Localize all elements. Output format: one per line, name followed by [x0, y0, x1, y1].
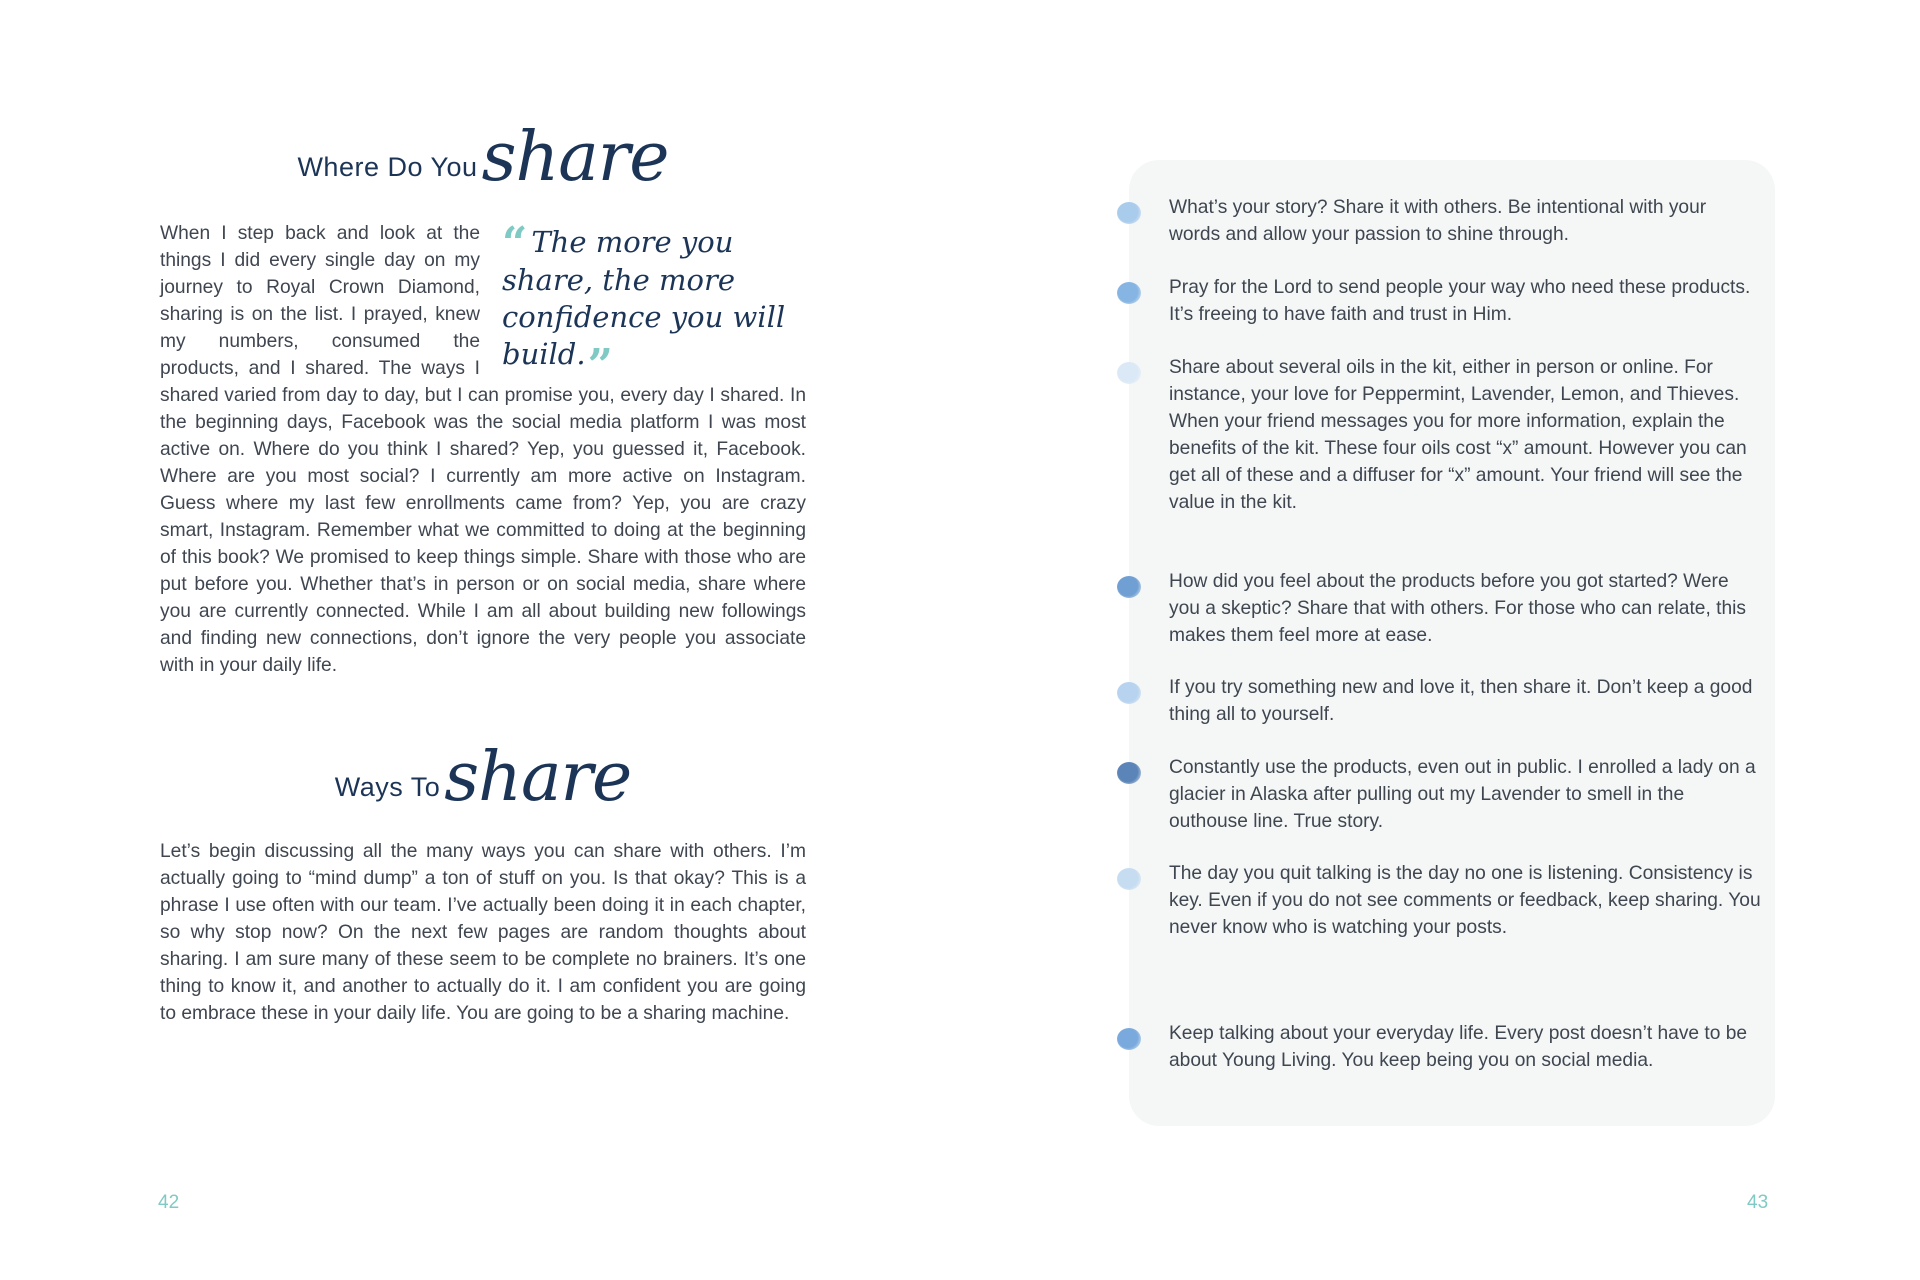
pull-quote: [502, 218, 812, 391]
heading-plain-text: Ways To: [334, 772, 441, 802]
intro-paragraph-text: When I step back and look at the things I did every single day on my journey to Royal Crown Diamond, sharing is on the list. I prayed, knew my numbers, consumed the products, and I shared. The ways I shared varied from day to day, but I can promise you, every day I shared. In the beginning days, Facebook was the social media platform I was most active on. Where do you think I shared? Yep, you guessed it, Facebook. Where are you most social? I currently am more active on Instagram. Guess where my last few enrollments came from? Yep, you are crazy smart, Instagram. Remember what we committed to doing at the beginning of this book? We promised to keep things simple. Share with those who are put before you. Whether that’s in person or on social media, share where you are currently connected. While I am all about building new followings and finding new connections, don’t ignore the very people you associate with in your daily life.: [160, 223, 806, 676]
page-number-left: 42: [158, 1192, 180, 1213]
heading-script-word: share: [444, 738, 632, 817]
watercolor-bullet-icon: [1117, 282, 1141, 304]
tip-text: Keep talking about your everyday life. Every post doesn’t have to be about Young Living. You keep being you on social media.: [1169, 1023, 1748, 1071]
tip-text: Share about several oils in the kit, either in person or online. For instance, your love for Peppermint, Lavender, Lemon, and Thieves. When your friend messages you for more information, explain the benefits of the kit. These four oils cost “x” amount. However you can get all of these and a diffuser for “x” amount. Your friend will see the value in the kit.: [1169, 357, 1747, 513]
watercolor-bullet-icon: [1117, 868, 1141, 890]
watercolor-bullet-icon: [1117, 576, 1141, 598]
section-heading-where-do-you-share: [160, 118, 806, 197]
tip-text: If you try something new and love it, then share it. Don’t keep a good thing all to yourself.: [1169, 677, 1753, 725]
tip-text: How did you feel about the products before you got started? Were you a skeptic? Share that with others. For those who can relate, this makes them feel more at ease.: [1169, 571, 1746, 646]
right-page: [960, 0, 1920, 1280]
watercolor-bullet-icon: [1117, 682, 1141, 704]
watercolor-bullet-icon: [1117, 202, 1141, 224]
tip-text: Pray for the Lord to send people your way who need these products. It’s freeing to have faith and trust in Him.: [1169, 277, 1751, 325]
ways-paragraph: Let’s begin discussing all the many ways you can share with others. I’m actually going to “mind dump” a ton of stuff on you. Is that okay? This is a phrase I use often with our team. I’ve actually been doing it in each chapter, so why stop now? On the next few pages are random thoughts about sharing. I am sure many of these seem to be complete no brainers. It’s one thing to know it, and another to actually do it. I am confident you are going to embrace these in your daily life. You are going to be a sharing machine.: [160, 841, 806, 1024]
heading-plain-text: Where Do You: [297, 152, 478, 182]
open-quote-mark: “: [502, 218, 528, 269]
tip-text: The day you quit talking is the day no one is listening. Consistency is key. Even if you do not see comments or feedback, keep sharing. You never know who is watching your posts.: [1169, 863, 1761, 938]
tip-text: Constantly use the products, even out in public. I enrolled a lady on a glacier in Alaska after pulling out my Lavender to smell in the outhouse line. True story.: [1169, 757, 1756, 832]
watercolor-bullet-icon: [1117, 362, 1141, 384]
tip-text: What’s your story? Share it with others. Be intentional with your words and allow your passion to shine through.: [1169, 197, 1707, 245]
watercolor-bullet-icon: [1117, 762, 1141, 784]
section-heading-ways-to-share: [160, 738, 806, 817]
sharing-tips-panel: [1129, 160, 1775, 1126]
watercolor-bullet-icon: [1117, 1028, 1141, 1050]
pull-quote-text: The more you share, the more confidence you will build.: [502, 225, 786, 371]
heading-script-word: share: [481, 118, 669, 197]
intro-paragraph: [160, 220, 806, 679]
close-quote-mark: ”: [587, 340, 613, 391]
page-number-right: 43: [1747, 1192, 1769, 1213]
